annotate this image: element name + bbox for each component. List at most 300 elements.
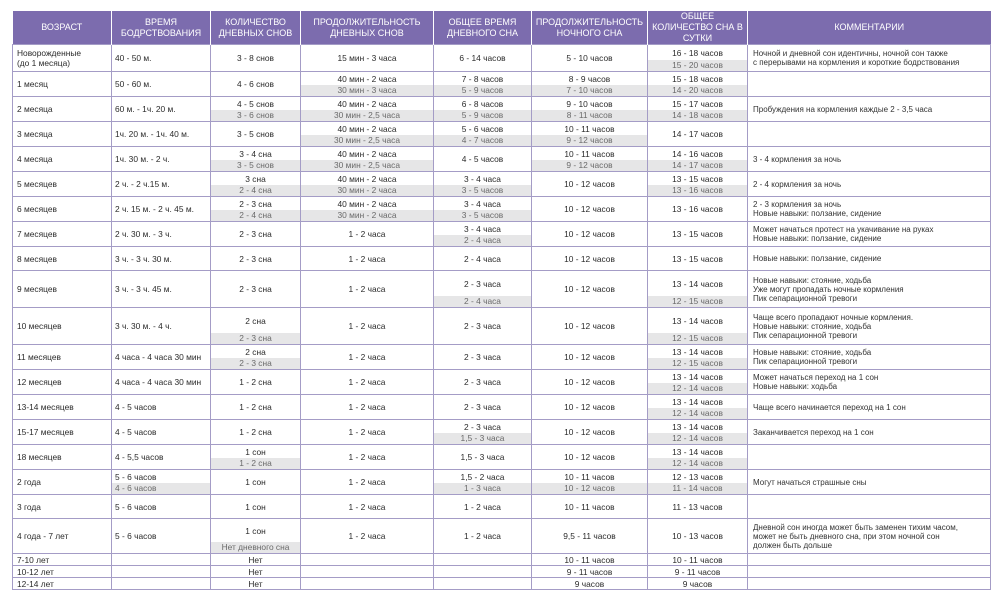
cell-text: 2 ч. 30 м. - 3 ч. <box>115 229 172 239</box>
cell-primary-value: 40 мин - 2 часа <box>337 73 397 84</box>
cell-primary-value: 1 сон <box>245 525 266 536</box>
cell-text: 1 - 2 сна <box>239 402 272 412</box>
cell-night-sleep <box>532 495 648 519</box>
cell-day-sleep-total <box>434 45 532 72</box>
cell-text: 10 - 11 часов <box>564 554 615 565</box>
cell-primary-value: 40 мин - 2 часа <box>337 98 397 109</box>
cell-age <box>13 495 112 519</box>
cell-text: 4 - 5 часов <box>115 427 157 437</box>
cell-text: (до 1 месяца) <box>17 58 71 68</box>
cell-primary-value: 13 - 15 часов <box>672 173 723 184</box>
cell-nap-count <box>211 395 301 420</box>
cell-alt-range: 12 - 14 часов <box>648 458 747 469</box>
comment-line: Заканчивается переход на 1 сон <box>753 427 874 437</box>
cell-text: 15 мин - 3 часа <box>337 53 397 63</box>
cell-awake-time <box>112 72 211 97</box>
comment-line: Пик сепарационной тревоги <box>753 330 858 340</box>
cell-comment <box>748 97 991 122</box>
cell-text: 40 - 50 м. <box>115 53 152 63</box>
cell-age <box>13 395 112 420</box>
cell-text: 1ч. 30 м. - 2 ч. <box>115 154 170 164</box>
cell-text: 1 - 2 часа <box>348 377 386 387</box>
cell-total-sleep <box>648 197 748 222</box>
cell-text: 10 - 12 часов <box>564 452 615 462</box>
cell-day-sleep-total <box>434 147 532 172</box>
cell-age <box>13 519 112 554</box>
cell-text: 2 - 3 сна <box>239 284 272 294</box>
cell-primary-value: 10 - 11 часов <box>564 123 615 134</box>
cell-text: 4 часа - 4 часа 30 мин <box>115 352 202 362</box>
cell-primary-value: 9 - 10 часов <box>566 98 613 109</box>
cell-comment <box>748 420 991 445</box>
cell-nap-duration <box>301 420 434 445</box>
cell-text: 1 сон <box>245 501 266 512</box>
table-row <box>13 97 991 122</box>
cell-comment <box>748 370 991 395</box>
table-row <box>13 247 991 271</box>
cell-total-sleep <box>648 370 748 395</box>
table-row <box>13 197 991 222</box>
cell-primary-value: 13 - 14 часов <box>672 371 723 382</box>
cell-nap-count <box>211 172 301 197</box>
cell-comment <box>748 147 991 172</box>
cell-primary-value: 10 - 11 часов <box>564 148 615 159</box>
cell-total-sleep <box>648 222 748 247</box>
cell-day-sleep-total <box>434 554 532 566</box>
cell-day-sleep-total <box>434 197 532 222</box>
cell-comment <box>748 308 991 345</box>
cell-text: 2 - 4 часа <box>464 253 501 264</box>
cell-alt-range: 30 мин - 2 часа <box>301 210 433 221</box>
cell-comment <box>748 271 991 308</box>
cell-text: 10 месяцев <box>17 321 62 331</box>
cell-day-sleep-total <box>434 172 532 197</box>
cell-alt-range: 14 - 17 часов <box>648 160 747 171</box>
comment-line: Пробуждения на кормления каждые 2 - 3,5 часа <box>753 104 933 114</box>
cell-alt-range: Нет дневного сна <box>211 542 300 553</box>
cell-day-sleep-total <box>434 271 532 308</box>
header-row <box>13 11 991 45</box>
cell-text: 3 ч. 30 м. - 4 ч. <box>115 321 172 331</box>
cell-alt-range: 3 - 5 снов <box>211 160 300 171</box>
cell-night-sleep <box>532 172 648 197</box>
table-row <box>13 445 991 470</box>
cell-text: 9 месяцев <box>17 284 57 294</box>
cell-awake-time <box>112 308 211 345</box>
cell-age <box>13 470 112 495</box>
cell-primary-value: 2 сна <box>245 346 266 357</box>
cell-text: 2 - 3 часа <box>464 377 501 387</box>
cell-nap-duration <box>301 222 434 247</box>
cell-text: 1 месяц <box>17 79 48 89</box>
cell-age <box>13 45 112 72</box>
cell-text: 10 - 11 часов <box>564 501 615 512</box>
cell-primary-value: 1 сон <box>245 446 266 457</box>
cell-alt-range: 2 - 4 сна <box>211 185 300 196</box>
cell-total-sleep <box>648 147 748 172</box>
cell-alt-range: 5 - 9 часов <box>434 85 531 96</box>
cell-text: 10-12 лет <box>17 566 54 577</box>
cell-primary-value: 14 - 16 часов <box>672 148 723 159</box>
cell-night-sleep <box>532 554 648 566</box>
cell-text: 3 года <box>17 501 41 512</box>
comment-line: Чаще всего пропадают ночные кормления. <box>753 312 914 322</box>
cell-nap-duration <box>301 308 434 345</box>
cell-text: 10 - 12 часов <box>564 229 615 239</box>
table-row <box>13 345 991 370</box>
cell-text: 1 - 2 сна <box>239 427 272 437</box>
cell-primary-value: 13 - 14 часов <box>672 396 723 407</box>
cell-text: 3 ч. - 3 ч. 45 м. <box>115 284 172 294</box>
cell-text: Нет <box>248 566 263 577</box>
cell-alt-range: 30 мин - 2,5 часа <box>301 110 433 121</box>
cell-day-sleep-total <box>434 247 532 271</box>
comment-line: Новые навыки: ходьба <box>753 382 838 391</box>
cell-nap-duration <box>301 271 434 308</box>
cell-comment <box>748 495 991 519</box>
cell-alt-range: 1 - 2 сна <box>211 458 300 469</box>
cell-alt-range: 12 - 14 часов <box>648 383 747 394</box>
header-night-sleep: ПРОДОЛЖИТЕЛЬНОСТЬ НОЧНОГО СНА <box>532 11 648 45</box>
cell-nap-duration <box>301 554 434 566</box>
cell-text: 10 - 12 часов <box>564 204 615 214</box>
cell-primary-value: 40 мин - 2 часа <box>337 173 397 184</box>
cell-primary-value: 13 - 14 часов <box>672 278 723 289</box>
comment-line: Новые навыки: стояние, ходьба <box>753 321 872 331</box>
cell-alt-range: 3 - 5 часов <box>434 185 531 196</box>
comment-line: Могут начаться страшные сны <box>753 477 867 487</box>
cell-nap-duration <box>301 172 434 197</box>
cell-comment <box>748 554 991 566</box>
cell-nap-duration <box>301 495 434 519</box>
cell-text: 2 - 3 часа <box>464 321 501 331</box>
table-row <box>13 554 991 566</box>
cell-comment <box>748 345 991 370</box>
cell-text: 9 часов <box>682 578 713 589</box>
cell-text: 1 - 2 часа <box>348 229 386 239</box>
cell-nap-count <box>211 445 301 470</box>
cell-age <box>13 222 112 247</box>
cell-awake-time <box>112 420 211 445</box>
table-row <box>13 222 991 247</box>
cell-text: 18 месяцев <box>17 452 62 462</box>
cell-night-sleep <box>532 420 648 445</box>
cell-alt-range: 10 - 12 часов <box>532 483 647 494</box>
cell-night-sleep <box>532 45 648 72</box>
cell-night-sleep <box>532 122 648 147</box>
cell-night-sleep <box>532 519 648 554</box>
cell-age <box>13 247 112 271</box>
cell-awake-time <box>112 519 211 554</box>
cell-alt-range: 3 - 5 часов <box>434 210 531 221</box>
cell-primary-value: 40 мин - 2 часа <box>337 148 397 159</box>
cell-alt-range: 12 - 15 часов <box>648 333 747 344</box>
cell-nap-duration <box>301 370 434 395</box>
cell-primary-value: 5 - 6 часов <box>115 471 157 482</box>
cell-night-sleep <box>532 147 648 172</box>
cell-text: 1 сон <box>245 477 266 487</box>
table-row <box>13 172 991 197</box>
table-row <box>13 519 991 554</box>
cell-text: 10 - 11 часов <box>672 554 723 565</box>
cell-primary-value: 6 - 8 часов <box>461 98 504 109</box>
cell-text: 12 месяцев <box>17 377 62 387</box>
cell-text: 4 - 5 часов <box>115 402 157 412</box>
cell-night-sleep <box>532 197 648 222</box>
cell-comment <box>748 122 991 147</box>
comment-line: с перерывами на кормления и короткие бодрствования <box>753 58 960 67</box>
table-row <box>13 72 991 97</box>
cell-total-sleep <box>648 122 748 147</box>
cell-comment <box>748 519 991 554</box>
comment-line: Ночной и дневной сон идентичны, ночной сон также <box>753 49 948 58</box>
cell-awake-time <box>112 122 211 147</box>
table-row <box>13 45 991 72</box>
cell-text: 6 месяцев <box>17 204 57 214</box>
cell-awake-time <box>112 45 211 72</box>
cell-text: 14 - 17 часов <box>672 129 723 139</box>
header-total-sleep: ОБЩЕЕ КОЛИЧЕСТВО СНА В СУТКИ <box>648 11 748 45</box>
cell-nap-count <box>211 566 301 578</box>
cell-night-sleep <box>532 566 648 578</box>
comment-line: Может начаться переход на 1 сон <box>753 373 879 382</box>
cell-total-sleep <box>648 45 748 72</box>
cell-comment <box>748 395 991 420</box>
cell-text: 12-14 лет <box>17 578 54 589</box>
header-age: ВОЗРАСТ <box>13 11 112 45</box>
cell-nap-count <box>211 345 301 370</box>
cell-alt-range: 5 - 9 часов <box>434 110 531 121</box>
table-row <box>13 495 991 519</box>
cell-text: 1 - 2 часа <box>348 531 386 541</box>
table-row <box>13 395 991 420</box>
table-row <box>13 370 991 395</box>
cell-nap-count <box>211 519 301 554</box>
cell-text: 1 - 2 сна <box>239 377 272 387</box>
cell-text: 11 месяцев <box>17 352 61 362</box>
cell-text: Нет <box>248 578 263 589</box>
table-row <box>13 420 991 445</box>
cell-total-sleep <box>648 172 748 197</box>
cell-text: 1 - 2 часа <box>348 477 386 487</box>
cell-primary-value: 3 - 4 часа <box>464 223 501 234</box>
cell-night-sleep <box>532 97 648 122</box>
cell-awake-time <box>112 345 211 370</box>
header-nap-count: КОЛИЧЕСТВО ДНЕВНЫХ СНОВ <box>211 11 301 45</box>
cell-total-sleep <box>648 420 748 445</box>
cell-text: 15-17 месяцев <box>17 427 74 437</box>
cell-alt-range: 30 мин - 2,5 часа <box>301 160 433 171</box>
cell-nap-count <box>211 222 301 247</box>
cell-nap-count <box>211 45 301 72</box>
comment-line: Чаще всего начинается переход на 1 сон <box>753 402 906 412</box>
cell-age <box>13 345 112 370</box>
header-awake-time: ВРЕМЯ БОДРСТВОВАНИЯ <box>112 11 211 45</box>
cell-text: 10 - 12 часов <box>564 284 615 294</box>
cell-awake-time <box>112 495 211 519</box>
cell-alt-range: 15 - 20 часов <box>648 60 747 71</box>
cell-alt-range: 2 - 4 часа <box>434 296 531 307</box>
cell-awake-time <box>112 247 211 271</box>
cell-night-sleep <box>532 395 648 420</box>
cell-text: 3 ч. - 3 ч. 30 м. <box>115 253 172 264</box>
cell-text: 3 месяца <box>17 129 53 139</box>
cell-alt-range: 2 - 4 сна <box>211 210 300 221</box>
cell-nap-count <box>211 420 301 445</box>
table-row <box>13 271 991 308</box>
sleep-norms-table <box>12 11 991 590</box>
cell-total-sleep <box>648 271 748 308</box>
cell-nap-count <box>211 370 301 395</box>
cell-primary-value: 3 - 4 сна <box>239 148 272 159</box>
cell-primary-value: 4 - 5 снов <box>236 98 274 109</box>
cell-alt-range: 2 - 3 сна <box>211 333 300 344</box>
comment-line: Может начаться протест на укачивание на руках <box>753 225 934 234</box>
cell-text: 10 - 13 часов <box>672 531 723 541</box>
cell-awake-time <box>112 271 211 308</box>
cell-primary-value: 15 - 17 часов <box>672 98 723 109</box>
cell-day-sleep-total <box>434 222 532 247</box>
cell-alt-range: 14 - 18 часов <box>648 110 747 121</box>
cell-night-sleep <box>532 470 648 495</box>
cell-text: 4 - 6 снов <box>236 79 274 89</box>
cell-night-sleep <box>532 222 648 247</box>
cell-nap-duration <box>301 197 434 222</box>
comment-line: Дневной сон иногда может быть заменен тихим часом, <box>753 522 958 532</box>
cell-nap-duration <box>301 395 434 420</box>
cell-alt-range: 12 - 14 часов <box>648 433 747 444</box>
cell-primary-value: 15 - 18 часов <box>672 73 723 84</box>
cell-total-sleep <box>648 247 748 271</box>
cell-text: 1 - 2 часа <box>348 352 386 362</box>
cell-text: 5 - 6 часов <box>115 531 157 541</box>
cell-day-sleep-total <box>434 566 532 578</box>
cell-night-sleep <box>532 345 648 370</box>
cell-nap-duration <box>301 72 434 97</box>
cell-total-sleep <box>648 72 748 97</box>
cell-text: 13-14 месяцев <box>17 402 74 412</box>
cell-primary-value: 10 - 11 часов <box>564 471 615 482</box>
cell-total-sleep <box>648 554 748 566</box>
cell-total-sleep <box>648 445 748 470</box>
comment-line: Пик сепарационной тревоги <box>753 293 858 303</box>
cell-awake-time <box>112 554 211 566</box>
cell-text: 4 часа - 4 часа 30 мин <box>115 377 202 387</box>
cell-day-sleep-total <box>434 308 532 345</box>
cell-text: 1 - 2 часа <box>348 402 386 412</box>
cell-nap-count <box>211 554 301 566</box>
cell-alt-range: 11 - 14 часов <box>648 483 747 494</box>
cell-day-sleep-total <box>434 519 532 554</box>
cell-primary-value: 2 сна <box>245 315 266 326</box>
comment-line: может не быть дневного сна, при этом ночной сон <box>753 531 940 541</box>
cell-comment <box>748 197 991 222</box>
cell-primary-value: 16 - 18 часов <box>672 47 723 58</box>
cell-text: 1 - 2 часа <box>348 253 386 264</box>
cell-age <box>13 147 112 172</box>
cell-alt-range: 1,5 - 3 часа <box>434 433 531 444</box>
cell-text: 9,5 - 11 часов <box>563 531 616 541</box>
cell-nap-count <box>211 271 301 308</box>
cell-alt-range: 30 мин - 3 часа <box>301 85 433 96</box>
cell-alt-range: 1 - 3 часа <box>434 483 531 494</box>
cell-age <box>13 420 112 445</box>
cell-text: 1,5 - 3 часа <box>460 452 505 462</box>
cell-text: 1 - 2 часа <box>464 531 501 541</box>
cell-text: 8 месяцев <box>17 253 57 264</box>
cell-alt-range: 30 мин - 2,5 часа <box>301 135 433 146</box>
cell-alt-range: 4 - 6 часов <box>112 483 210 494</box>
cell-awake-time <box>112 147 211 172</box>
table-row <box>13 308 991 345</box>
cell-text: 10 - 12 часов <box>564 352 615 362</box>
cell-alt-range: 2 - 4 часа <box>434 235 531 246</box>
cell-text: 1 - 2 часа <box>348 501 386 512</box>
cell-alt-range: 12 - 14 часов <box>648 408 747 419</box>
cell-age <box>13 97 112 122</box>
cell-nap-duration <box>301 97 434 122</box>
cell-text: 13 - 15 часов <box>672 253 723 264</box>
cell-alt-range: 9 - 12 часов <box>532 135 647 146</box>
cell-day-sleep-total <box>434 370 532 395</box>
cell-primary-value: 2 - 3 часа <box>464 278 501 289</box>
cell-text: 2 - 3 сна <box>239 253 272 264</box>
cell-age <box>13 72 112 97</box>
cell-primary-value: 13 - 14 часов <box>672 446 723 457</box>
cell-night-sleep <box>532 370 648 395</box>
cell-day-sleep-total <box>434 345 532 370</box>
cell-night-sleep <box>532 247 648 271</box>
cell-awake-time <box>112 445 211 470</box>
cell-alt-range: 7 - 10 часов <box>532 85 647 96</box>
cell-text: 11 - 13 часов <box>672 501 723 512</box>
cell-total-sleep <box>648 470 748 495</box>
cell-text: 10 - 12 часов <box>564 427 615 437</box>
cell-text: Нет <box>248 554 263 565</box>
cell-comment <box>748 45 991 72</box>
cell-total-sleep <box>648 345 748 370</box>
cell-age <box>13 197 112 222</box>
cell-nap-duration <box>301 445 434 470</box>
cell-primary-value: 3 - 4 часа <box>464 198 501 209</box>
cell-day-sleep-total <box>434 420 532 445</box>
cell-day-sleep-total <box>434 122 532 147</box>
cell-day-sleep-total <box>434 395 532 420</box>
cell-awake-time <box>112 97 211 122</box>
cell-text: 50 - 60 м. <box>115 79 152 89</box>
cell-day-sleep-total <box>434 495 532 519</box>
table-row <box>13 147 991 172</box>
cell-nap-count <box>211 247 301 271</box>
cell-day-sleep-total <box>434 72 532 97</box>
cell-nap-count <box>211 147 301 172</box>
cell-nap-count <box>211 495 301 519</box>
cell-age <box>13 370 112 395</box>
cell-total-sleep <box>648 566 748 578</box>
cell-alt-range: 2 - 3 сна <box>211 358 300 369</box>
cell-age <box>13 122 112 147</box>
cell-day-sleep-total <box>434 97 532 122</box>
cell-age <box>13 172 112 197</box>
cell-primary-value: 3 - 4 часа <box>464 173 501 184</box>
cell-text: 13 - 15 часов <box>672 229 723 239</box>
cell-primary-value: 8 - 9 часов <box>568 73 611 84</box>
cell-alt-range: 4 - 7 часов <box>434 135 531 146</box>
cell-age <box>13 308 112 345</box>
cell-awake-time <box>112 172 211 197</box>
comment-line: Новые навыки: ползание, сидение <box>753 234 882 243</box>
header-nap-duration: ПРОДОЛЖИТЕЛЬНОСТЬ ДНЕВНЫХ СНОВ <box>301 11 434 45</box>
